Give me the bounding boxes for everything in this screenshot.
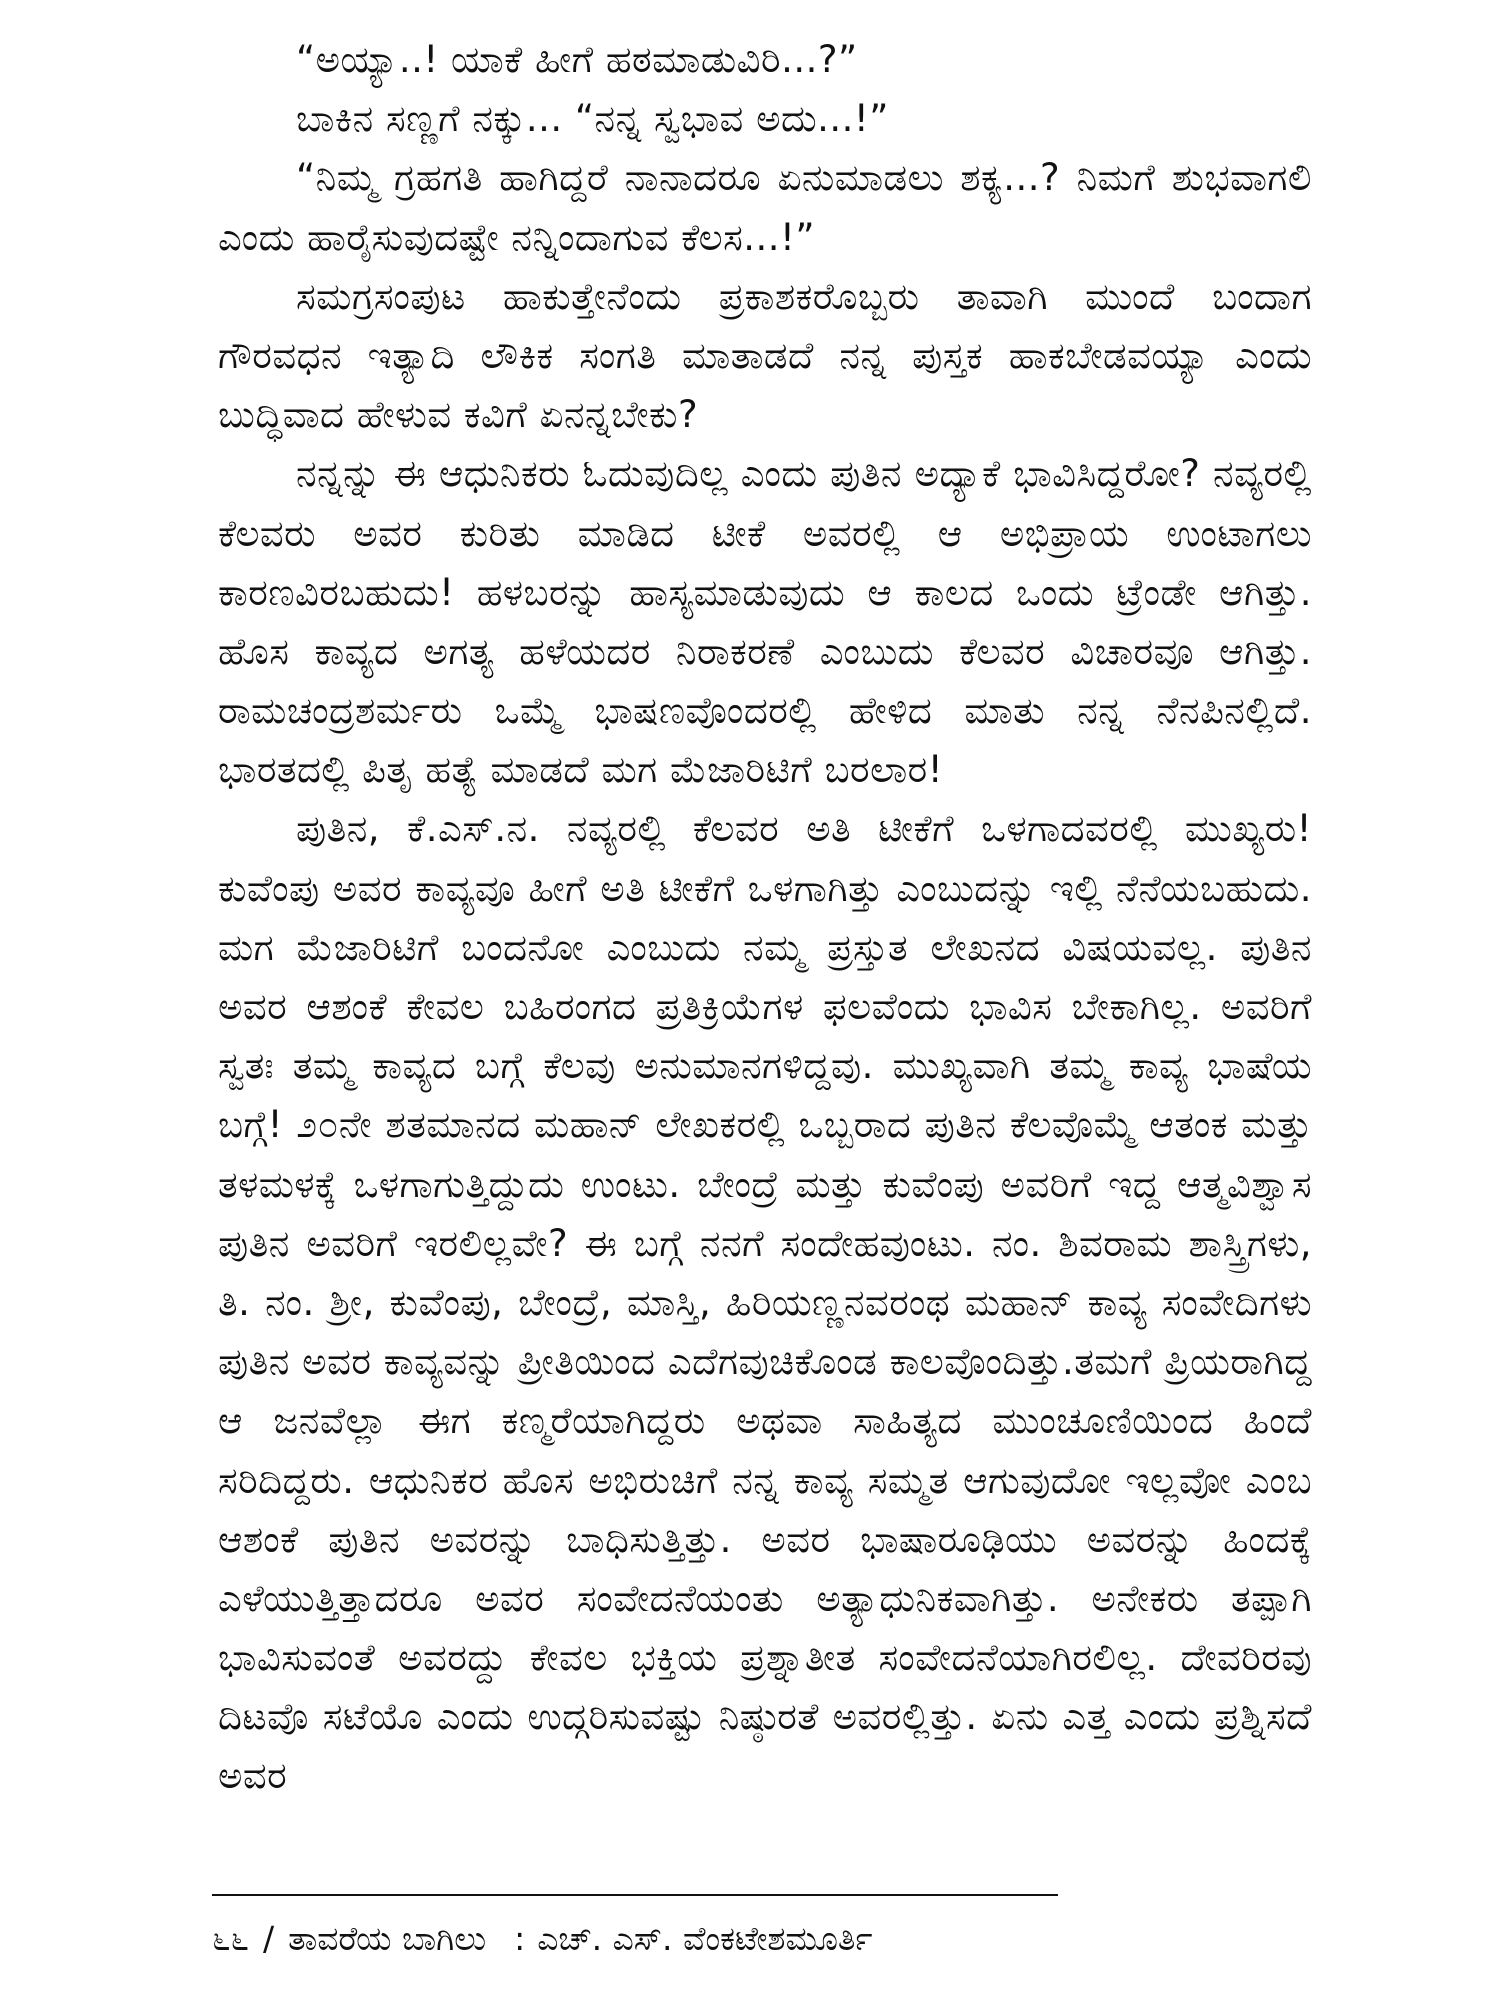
footer-colon: : (514, 1919, 526, 1958)
paragraph-4: ಸಮಗ್ರಸಂಪುಟ ಹಾಕುತ್ತೇನೆಂದು ಪ್ರಕಾಶಕರೊಬ್ಬರು ತಾವಾಗಿ ಮುಂದೆ ಬಂದಾಗ ಗೌರವಧನ ಇತ್ಯಾದಿ ಲೌಕಿಕ ಸಂಗತಿ ಮಾತಾಡದೆ ನನ್ನ ಪುಸ್ತಕ ಹಾಕಬೇಡವಯ್ಯಾ ಎಂದು ಬುದ್ಧಿವಾದ ಹೇಳುವ ಕವಿಗೆ ಏನನ್ನಬೇಕು? (218, 274, 1312, 437)
paragraph-6: ಪುತಿನ, ಕೆ.ಎಸ್.ನ. ನವ್ಯರಲ್ಲಿ ಕೆಲವರ ಅತಿ ಟೀಕೆಗೆ ಒಳಗಾದವರಲ್ಲಿ ಮುಖ್ಯರು! ಕುವೆಂಪು ಅವರ ಕಾವ್ಯವೂ ಹೀಗೆ ಅತಿ ಟೀಕೆಗೆ ಒಳಗಾಗಿತ್ತು ಎಂಬುದನ್ನು ಇಲ್ಲಿ ನೆನೆಯಬಹುದು. ಮಗ ಮೆಜಾರಿಟಿಗೆ ಬಂದನೋ ಎಂಬುದು ನಮ್ಮ ಪ್ರಸ್ತುತ ಲೇಖನದ ವಿಷಯವಲ್ಲ. ಪುತಿನ ಅವರ ಆಶಂಕೆ ಕೇವಲ ಬಹಿರಂಗದ ಪ್ರತಿಕ್ರಿಯೆಗಳ ಫಲವೆಂದು ಭಾವಿಸ ಬೇಕಾಗಿಲ್ಲ. ಅವರಿಗೆ ಸ್ವತಃ ತಮ್ಮ ಕಾವ್ಯದ ಬಗ್ಗೆ ಕೆಲವು ಅನುಮಾನಗಳಿದ್ದವು. ಮುಖ್ಯವಾಗಿ ತಮ್ಮ ಕಾವ್ಯ ಭಾಷೆಯ ಬಗ್ಗೆ! ೨೦ನೇ ಶತಮಾನದ ಮಹಾನ್ ಲೇಖಕರಲ್ಲಿ ಒಬ್ಬರಾದ ಪುತಿನ ಕೆಲವೊಮ್ಮೆ ಆತಂಕ ಮತ್ತು ತಳಮಳಕ್ಕೆ ಒಳಗಾಗುತ್ತಿದ್ದುದು ಉಂಟು. ಬೇಂದ್ರೆ ಮತ್ತು ಕುವೆಂಪು ಅವರಿಗೆ ಇದ್ದ ಆತ್ಮವಿಶ್ವಾಸ ಪುತಿನ ಅವರಿಗೆ ಇರಲಿಲ್ಲವೇ? ಈ ಬಗ್ಗೆ ನನಗೆ ಸಂದೇಹವುಂಟು. ನಂ. ಶಿವರಾಮ ಶಾಸ್ತ್ರಿಗಳು, ತಿ. ನಂ. ಶ್ರೀ, ಕುವೆಂಪು, ಬೇಂದ್ರೆ, ಮಾಸ್ತಿ, ಹಿರಿಯಣ್ಣನವರಂಥ ಮಹಾನ್ ಕಾವ್ಯ ಸಂವೇದಿಗಳು ಪುತಿನ ಅವರ ಕಾವ್ಯವನ್ನು ಪ್ರೀತಿಯಿಂದ ಎದೆಗವುಚಿಕೊಂಡ ಕಾಲವೊಂದಿತ್ತು.ತಮಗೆ ಪ್ರಿಯರಾಗಿದ್ದ ಆ ಜನವೆಲ್ಲಾ ಈಗ ಕಣ್ಮರೆಯಾಗಿದ್ದರು ಅಥವಾ ಸಾಹಿತ್ಯದ ಮುಂಚೂಣಿಯಿಂದ ಹಿಂದೆ ಸರಿದಿದ್ದರು. ಆಧುನಿಕರ ಹೊಸ ಅಭಿರುಚಿಗೆ ನನ್ನ ಕಾವ್ಯ ಸಮ್ಮತ ಆಗುವುದೋ ಇಲ್ಲವೋ ಎಂಬ ಆಶಂಕೆ ಪುತಿನ ಅವರನ್ನು ಬಾಧಿಸುತ್ತಿತ್ತು. ಅವರ ಭಾಷಾರೂಢಿಯು ಅವರನ್ನು ಹಿಂದಕ್ಕೆ ಎಳೆಯುತ್ತಿತ್ತಾದರೂ ಅವರ ಸಂವೇದನೆಯಂತು ಅತ್ಯಾಧುನಿಕವಾಗಿತ್ತು. ಅನೇಕರು ತಪ್ಪಾಗಿ ಭಾವಿಸುವಂತೆ ಅವರದ್ದು ಕೇವಲ ಭಕ್ತಿಯ ಪ್ರಶ್ನಾತೀತ ಸಂವೇದನೆಯಾಗಿರಲಿಲ್ಲ. ದೇವರಿರವು ದಿಟವೊ ಸಟೆಯೊ ಎಂದು ಉದ್ಗರಿಸುವಷ್ಟು ನಿಷ್ಠುರತೆ ಅವರಲ್ಲಿತ್ತು. ಏನು ಎತ್ತ ಎಂದು ಪ್ರಶ್ನಿಸದೆ ಅವರ (218, 807, 1312, 1798)
paragraph-5: ನನ್ನನ್ನು ಈ ಆಧುನಿಕರು ಓದುವುದಿಲ್ಲ ಎಂದು ಪುತಿನ ಅದ್ಯಾಕೆ ಭಾವಿಸಿದ್ದರೋ? ನವ್ಯರಲ್ಲಿ ಕೆಲವರು ಅವರ ಕುರಿತು ಮಾಡಿದ ಟೀಕೆ ಅವರಲ್ಲಿ ಆ ಅಭಿಪ್ರಾಯ ಉಂಟಾಗಲು ಕಾರಣವಿರಬಹುದು! ಹಳಬರನ್ನು ಹಾಸ್ಯಮಾಡುವುದು ಆ ಕಾಲದ ಒಂದು ಟ್ರೆಂಡೇ ಆಗಿತ್ತು. ಹೊಸ ಕಾವ್ಯದ ಅಗತ್ಯ ಹಳೆಯದರ ನಿರಾಕರಣೆ ಎಂಬುದು ಕೆಲವರ ವಿಚಾರವೂ ಆಗಿತ್ತು. ರಾಮಚಂದ್ರಶರ್ಮರು ಒಮ್ಮೆ ಭಾಷಣವೊಂದರಲ್ಲಿ ಹೇಳಿದ ಮಾತು ನನ್ನ ನೆನಪಿನಲ್ಲಿದೆ. ಭಾರತದಲ್ಲಿ ಪಿತೃ ಹತ್ಯೆ ಮಾಡದೆ ಮಗ ಮೆಜಾರಿಟಿಗೆ ಬರಲಾರ! (218, 452, 1312, 792)
author-name: ಎಚ್. ಎಸ್. ವೆಂಕಟೇಶಮೂರ್ತಿ (537, 1919, 873, 1958)
page-footer (212, 1919, 873, 1958)
paragraph-1: “ಅಯ್ಯಾ..! ಯಾಕೆ ಹೀಗೆ ಹಠಮಾಡುವಿರಿ...?” (296, 38, 858, 81)
page-number: ೬೬ (212, 1919, 249, 1958)
paragraph-2: ಬಾಕಿನ ಸಣ್ಣಗೆ ನಕ್ಕು... “ನನ್ನ ಸ್ವಭಾವ ಅದು...!” (296, 97, 889, 141)
footer-separator: / (262, 1919, 275, 1958)
book-title: ತಾವರೆಯ ಬಾಗಿಲು (288, 1919, 487, 1958)
footer-divider (212, 1894, 1058, 1896)
page-body (218, 30, 1312, 1806)
paragraph-3: “ನಿಮ್ಮ ಗ್ರಹಗತಿ ಹಾಗಿದ್ದರೆ ನಾನಾದರೂ ಏನುಮಾಡಲು ಶಕ್ಯ...? ನಿಮಗೆ ಶುಭವಾಗಲಿ ಎಂದು ಹಾರೈಸುವುದಷ್ಟೇ ನನ್ನಿಂದಾಗುವ ಕೆಲಸ...!” (218, 156, 1312, 259)
